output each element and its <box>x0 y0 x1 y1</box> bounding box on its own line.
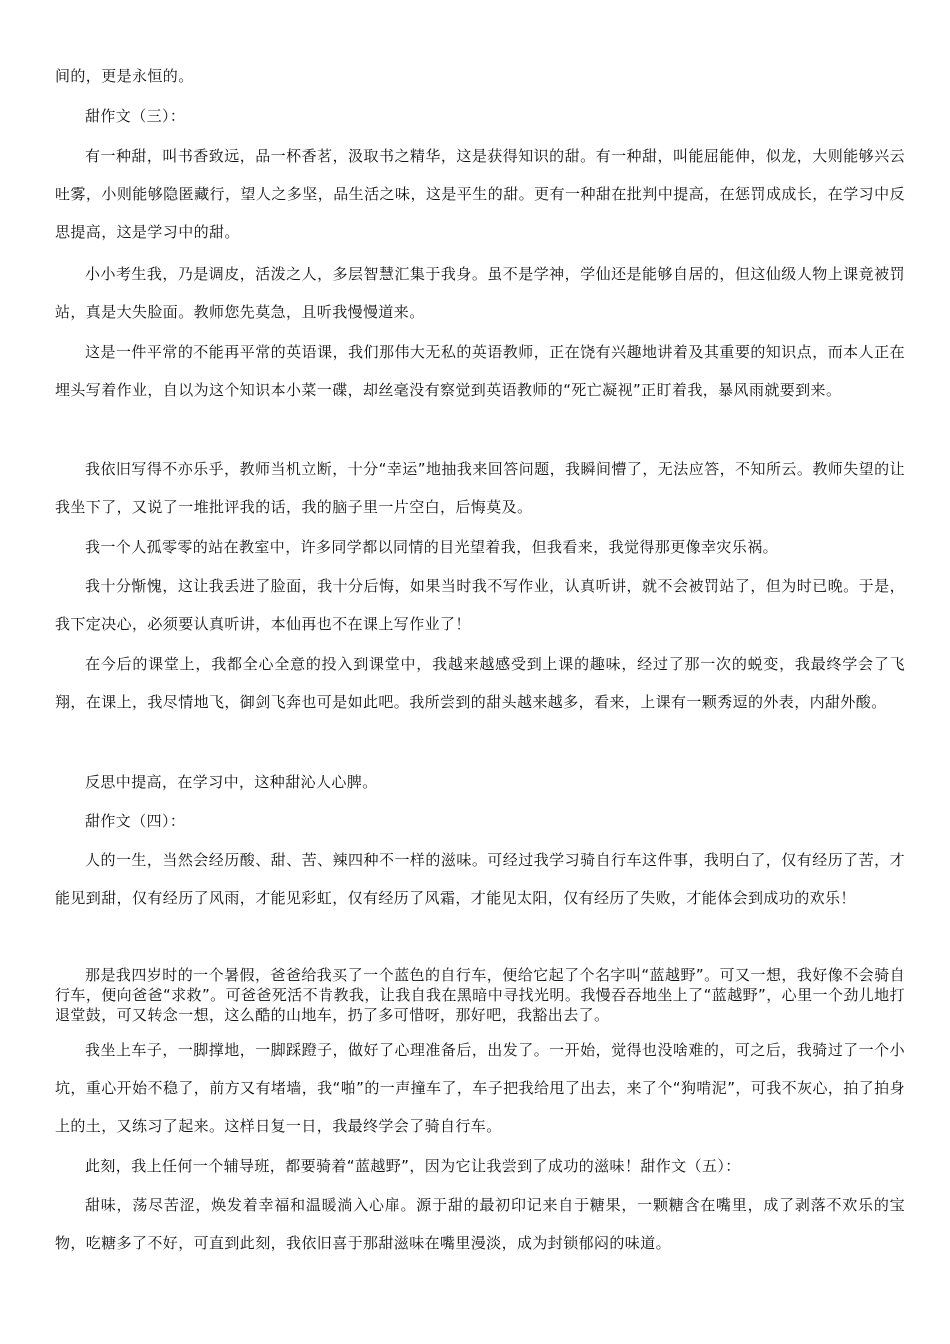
paragraph: 此刻，我上任何一个辅导班，都要骑着“蓝越野”，因为它让我尝到了成功的滋味！甜作文（五）： <box>85 1157 741 1175</box>
paragraph: 我坐上车子，一脚撑地，一脚踩蹬子，做好了心理准备后，出发了。一开始，觉得也没啥难的，可之后，我骑过了一个小坑，重心开始不稳了，前方又有堵墙，我“啪”的一声撞车了，车子把我给甩了出去，来了个“狗啃泥”，可我不灰心，拍了拍身上的土，又练习了起来。这样日复一日，我最终学会了骑自行车。 <box>55 1041 905 1135</box>
paragraph: 小小考生我，乃是调皮，活泼之人，多层智慧汇集于我身。虽不是学神，学仙还是能够自居的，但这仙级人物上课竟被罚站，真是大失脸面。教师您先莫急，且听我慢慢道来。 <box>55 265 905 321</box>
paragraph: 甜味，荡尽苦涩，焕发着幸福和温暖淌入心扉。源于甜的最初印记来自于糖果，一颗糖含在嘴里，成了剥落不欢乐的宝物，吃糖多了不好，可直到此刻，我依旧喜于那甜滋味在嘴里漫淡，成为封锁郁闷的味道。 <box>55 1196 905 1252</box>
paragraph: 有一种甜，叫书香致远，品一杯香茗，汲取书之精华，这是获得知识的甜。有一种甜，叫能屈能伸，似龙，大则能够兴云吐雾，小则能够隐匿藏行，望人之多坚，品生活之味，这是平生的甜。更有一种甜在批判中提高，在惩罚成成长，在学习中反思提高，这是学习中的甜。 <box>55 147 905 241</box>
paragraph: 我十分惭愧，这让我丢进了脸面，我十分后悔，如果当时我不写作业，认真听讲，就不会被罚站了，但为时已晚。于是，我下定决心，必须要认真听讲，本仙再也不在课上写作业了！ <box>55 577 905 633</box>
paragraph: 那是我四岁时的一个暑假，爸爸给我买了一个蓝色的自行车，便给它起了个名字叫“蓝越野”。可又一想，我好像不会骑自行车，便向爸爸“求救”。可爸爸死活不肯教我，让我自我在黑暗中寻找光明。我慢吞吞地坐上了“蓝越野”，心里一个劲儿地打退堂鼓，可又转念一想，这么酷的山地车，扔了多可惜呀，那好吧，我豁出去了。 <box>55 966 905 1024</box>
paragraph: 这是一件平常的不能再平常的英语课，我们那伟大无私的英语教师，正在饶有兴趣地讲着及其重要的知识点，而本人正在埋头写着作业，自以为这个知识本小菜一碟，却丝毫没有察觉到英语教师的“死亡凝视”正盯着我，暴风雨就要到来。 <box>55 343 905 399</box>
paragraph: 我依旧写得不亦乐乎，教师当机立断，十分“幸运”地抽我来回答问题，我瞬间懵了，无法应答，不知所云。教师失望的让我坐下了，又说了一堆批评我的话，我的脑子里一片空白，后悔莫及。 <box>55 460 905 516</box>
paragraph: 在今后的课堂上，我都全心全意的投入到课堂中，我越来越感受到上课的趣味，经过了那一次的蜕变，我最终学会了飞翔，在课上，我尽情地飞，御剑飞奔也可是如此吧。我所尝到的甜头越来越多，看来，上课有一颗秀逗的外表，内甜外酸。 <box>55 655 905 711</box>
section-heading-4: 甜作文（四）： <box>85 812 186 830</box>
paragraph: 我一个人孤零零的站在教室中，许多同学都以同情的目光望着我，但我看来，我觉得那更像幸灾乐祸。 <box>85 538 779 556</box>
section-heading-3: 甜作文（三）： <box>85 107 186 125</box>
paragraph: 人的一生，当然会经历酸、甜、苦、辣四种不一样的滋味。可经过我学习骑自行车这件事，我明白了，仅有经历了苦，才能见到甜，仅有经历了风雨，才能见彩虹，仅有经历了风霜，才能见太阳，仅有经历了失败，才能体会到成功的欢乐！ <box>55 851 905 907</box>
paragraph-continuation: 间的，更是永恒的。 <box>55 67 194 85</box>
paragraph: 反思中提高，在学习中，这种甜沁人心脾。 <box>85 773 378 791</box>
